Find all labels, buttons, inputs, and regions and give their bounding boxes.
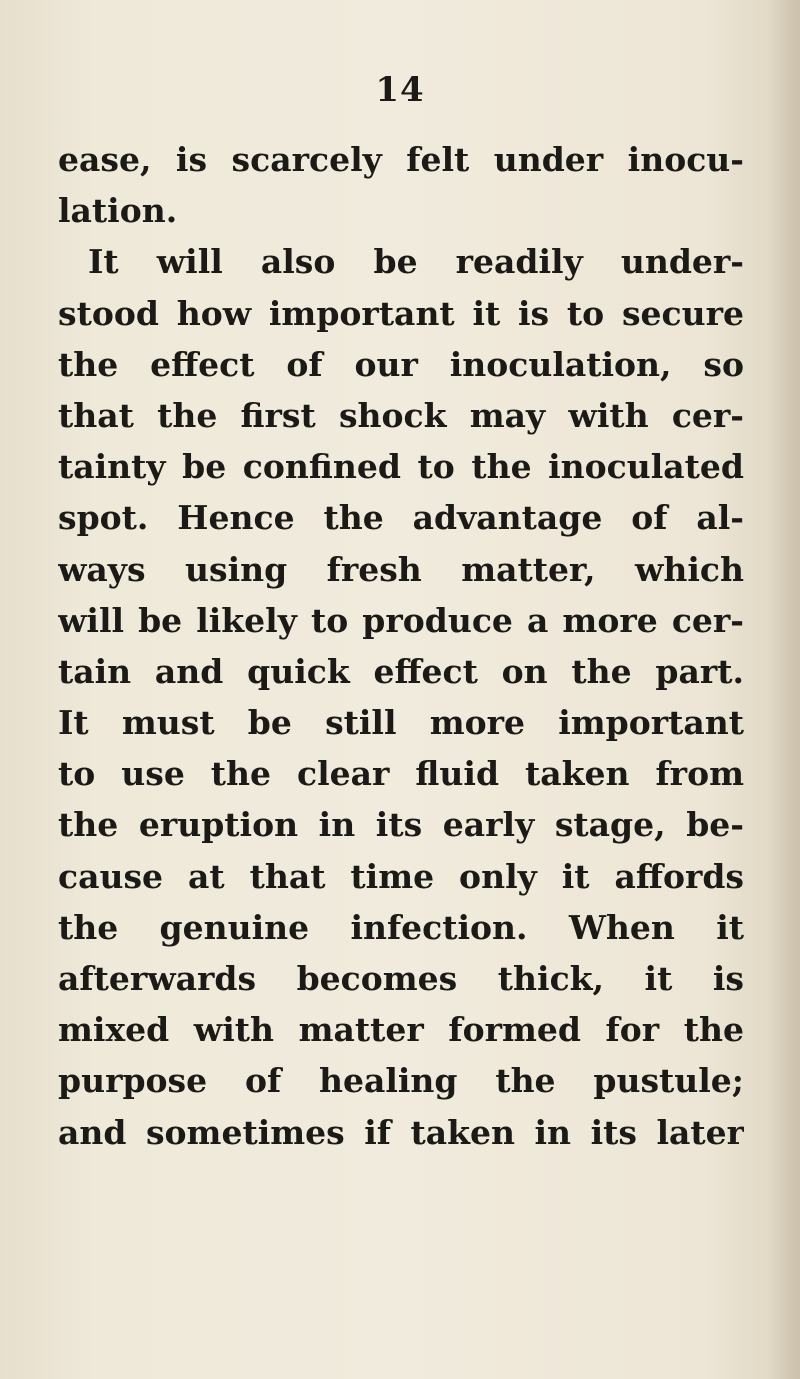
text-line: the effect of our inoculation, so bbox=[58, 344, 744, 384]
text-line: the eruption in its early stage, be- bbox=[58, 805, 744, 845]
text-line: lation. bbox=[58, 191, 178, 231]
text-line: and sometimes if taken in its later bbox=[58, 1112, 744, 1152]
body-text bbox=[58, 134, 744, 1158]
text-line: cause at that time only it affords bbox=[58, 856, 744, 896]
text-line: that the first shock may with cer- bbox=[58, 395, 744, 435]
text-line: tainty be confined to the inoculated bbox=[58, 447, 744, 487]
text-line: afterwards becomes thick, it is bbox=[58, 959, 744, 998]
text-line: will be likely to produce a more cer- bbox=[58, 600, 744, 640]
text-line: It must be still more important bbox=[58, 703, 744, 743]
page-edge-shadow bbox=[766, 0, 800, 1379]
text-line: mixed with matter formed for the bbox=[58, 1010, 744, 1050]
text-line: It will also be readily under- bbox=[88, 242, 744, 282]
text-line: ways using fresh matter, which bbox=[58, 549, 744, 589]
text-line: stood how important it is to secure bbox=[58, 293, 744, 333]
text-line: ease, is scarcely felt under inocu- bbox=[58, 140, 744, 179]
text-line: the genuine infection. When it bbox=[58, 907, 744, 947]
text-line: tain and quick effect on the part. bbox=[58, 651, 744, 691]
text-line: purpose of healing the pustule; bbox=[58, 1061, 744, 1101]
text-line: spot. Hence the advantage of al- bbox=[58, 498, 744, 538]
page-number: 14 bbox=[375, 70, 425, 110]
text-line: to use the clear fluid taken from bbox=[58, 754, 744, 794]
